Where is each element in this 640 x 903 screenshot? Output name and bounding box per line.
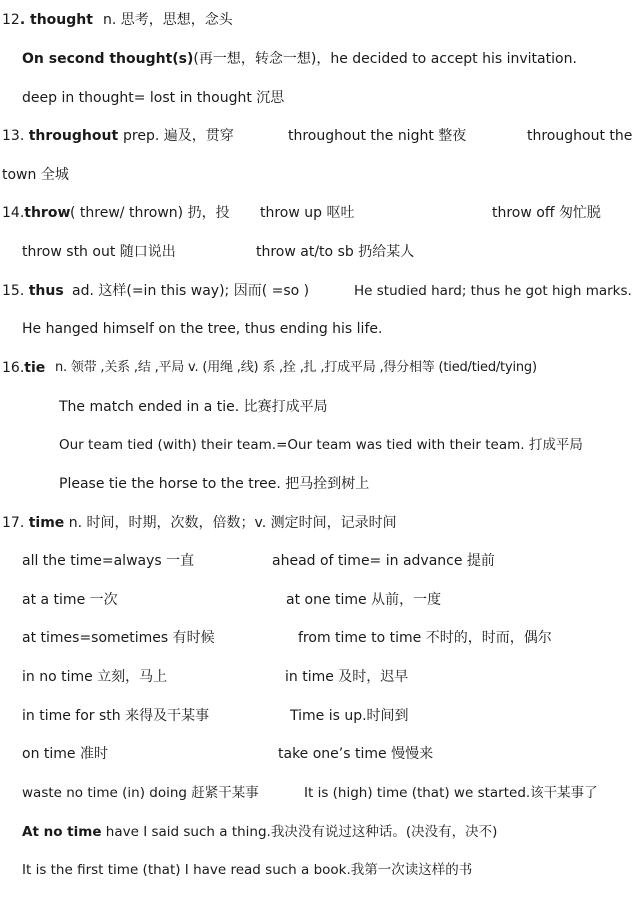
entry-12-example-2: deep in thought= lost in thought 沉思 — [22, 90, 285, 106]
example-bold: On second thought(s) — [22, 51, 194, 67]
entry-17-example-1 — [22, 822, 497, 842]
entry-13-phrase-2-cont: town 全城 — [2, 167, 69, 183]
entry-13-definition: prep. 遍及，贯穿 — [123, 128, 234, 144]
entry-16-example-3: Please tie the horse to the tree. 把马拴到树上 — [59, 476, 370, 492]
entry-14-heading — [2, 203, 70, 223]
entry-word: tie — [24, 360, 46, 376]
entry-number: 14. — [2, 205, 25, 221]
entry-word: . thought — [19, 12, 93, 28]
phrase-right: from time to time 不时的，时而，偶尔 — [298, 630, 552, 646]
entry-13-phrase-2: throughout the — [527, 128, 633, 144]
entry-15-definition: ad. 这样(=in this way); 因而( =so ) — [72, 283, 310, 299]
phrase-left: on time 准时 — [22, 746, 108, 762]
entry-number: 16. — [2, 360, 25, 376]
phrase-left: in time for sth 来得及干某事 — [22, 708, 210, 724]
entry-13-phrase-1: throughout the night 整夜 — [288, 128, 467, 144]
entry-number: 17. — [2, 515, 29, 531]
phrase-right: take one’s time 慢慢来 — [278, 746, 434, 762]
entry-16-heading — [2, 358, 45, 378]
entry-word: throughout — [28, 128, 119, 144]
entry-15-heading — [2, 281, 64, 301]
entry-16-example-2: Our team tied (with) their team.=Our team was tied with their team. 打成平局 — [59, 437, 583, 453]
entry-12-heading — [2, 10, 93, 30]
example-rest: (再一想，转念一想)，he decided to accept his invitation. — [193, 51, 577, 67]
phrase-right: ahead of time= in advance 提前 — [272, 553, 495, 569]
entry-16-definition: n. 领带 ,关系 ,结 ,平局 v. (用绳 ,线) 系 ,拴 ,扎 ,打成平局 ,得分相等 (tied/tied/tying) — [55, 360, 537, 375]
entry-13-heading — [2, 126, 118, 146]
entry-14-phrase-4: throw at/to sb 扔给某人 — [256, 244, 415, 260]
phrase-left: all the time=always 一直 — [22, 553, 195, 569]
phrase-right: Time is up.时间到 — [290, 708, 409, 724]
phrase-left: in no time 立刻，马上 — [22, 669, 168, 685]
entry-16-example-1: The match ended in a tie. 比赛打成平局 — [59, 399, 328, 415]
entry-definition: n. 时间，时期，次数，倍数；v. 测定时间，记录时间 — [64, 515, 397, 531]
phrase-right: at one time 从前，一度 — [286, 592, 442, 608]
phrase-right: It is (high) time (that) we started.该干某事了 — [304, 785, 598, 801]
example-bold: At no time — [22, 824, 102, 840]
entry-14-phrase-1: throw up 呕吐 — [260, 205, 355, 221]
phrase-right: in time 及时，迟早 — [285, 669, 409, 685]
entry-17-heading — [2, 513, 397, 533]
entry-word: throw — [24, 205, 71, 221]
entry-15-example-1: He studied hard; thus he got high marks. — [354, 283, 632, 299]
entry-word: thus — [28, 283, 64, 299]
entry-number: 15. — [2, 283, 29, 299]
entry-12-definition: n. 思考，思想，念头 — [103, 12, 233, 28]
entry-word: time — [28, 515, 65, 531]
entry-12-example-1 — [22, 49, 577, 69]
entry-17-example-2: It is the first time (that) I have read such a book.我第一次读这样的书 — [22, 862, 473, 878]
entry-14-phrase-2: throw off 匆忙脱 — [492, 205, 601, 221]
phrase-left: waste no time (in) doing 赶紧干某事 — [22, 785, 259, 801]
entry-15-example-2: He hanged himself on the tree, thus ending his life. — [22, 321, 383, 337]
entry-number: 12 — [2, 12, 20, 28]
entry-14-phrase-3: throw sth out 随口说出 — [22, 244, 176, 260]
entry-number: 13. — [2, 128, 29, 144]
phrase-left: at times=sometimes 有时候 — [22, 630, 215, 646]
entry-14-definition: ( threw/ thrown) 扔，投 — [70, 205, 230, 221]
example-rest: have I said such a thing.我决没有说过这种话。(决没有，决不) — [101, 824, 498, 840]
phrase-left: at a time 一次 — [22, 592, 118, 608]
